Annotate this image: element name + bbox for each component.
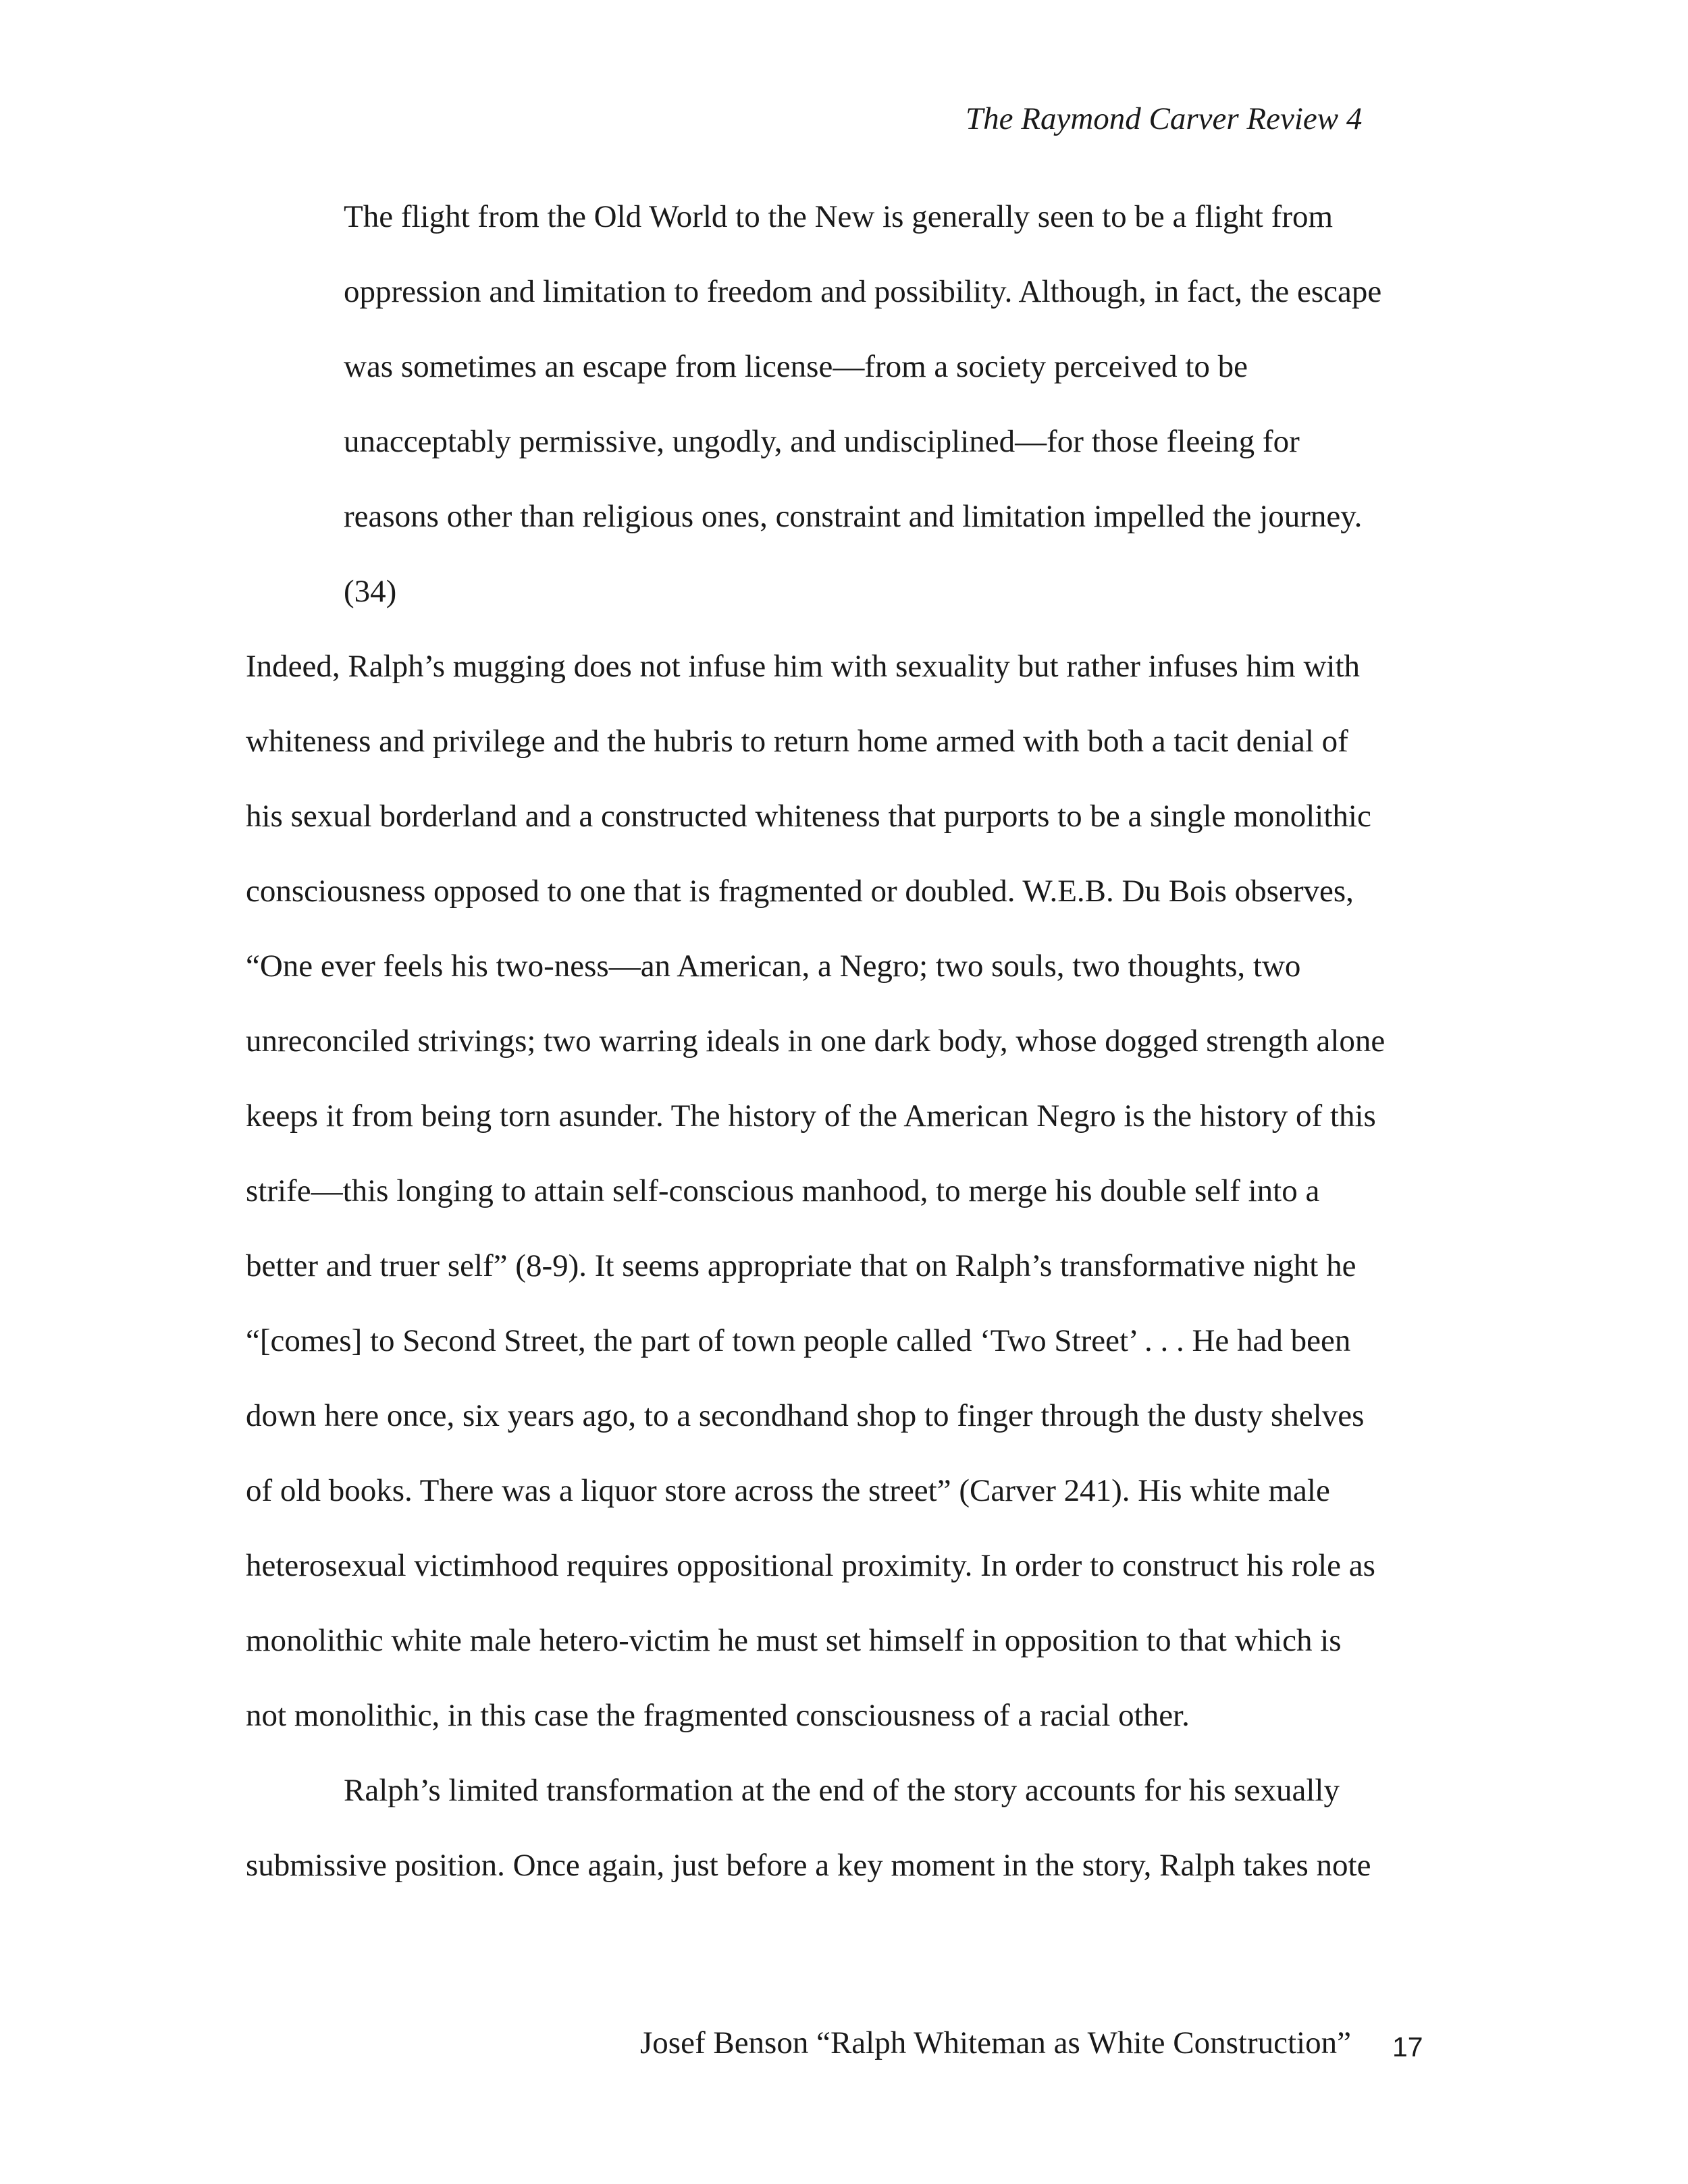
text-line: consciousness opposed to one that is fragmented or doubled. W.E.B. Du Bois observes, (246, 874, 1354, 909)
running-header: The Raymond Carver Review 4 (966, 101, 1363, 136)
text-line: “[comes] to Second Street, the part of town people called ‘Two Street’ . . . He had been (246, 1323, 1351, 1358)
text-line: keeps it from being torn asunder. The history of the American Negro is the history of this (246, 1098, 1376, 1134)
text-line: reasons other than religious ones, constraint and limitation impelled the journey. (344, 499, 1363, 534)
text-line: Ralph’s limited transformation at the end of the story accounts for his sexually (344, 1773, 1340, 1808)
page-number: 17 (1392, 2031, 1423, 2062)
text-line: The flight from the Old World to the New is generally seen to be a flight from (344, 199, 1334, 234)
text-line: his sexual borderland and a constructed whiteness that purports to be a single monolithic (246, 799, 1371, 834)
text-line: not monolithic, in this case the fragmented consciousness of a racial other. (246, 1698, 1190, 1733)
text-line: was sometimes an escape from license—from a society perceived to be (344, 349, 1248, 384)
footer-citation: Josef Benson “Ralph Whiteman as White Construction” (640, 2025, 1351, 2060)
text-line: submissive position. Once again, just before a key moment in the story, Ralph takes note (246, 1848, 1371, 1883)
text-line: strife—this longing to attain self-conscious manhood, to merge his double self into a (246, 1173, 1320, 1208)
text-line: down here once, six years ago, to a secondhand shop to finger through the dusty shelves (246, 1398, 1365, 1433)
text-line: oppression and limitation to freedom and possibility. Although, in fact, the escape (344, 274, 1382, 309)
text-line: “One ever feels his two-ness—an American, a Negro; two souls, two thoughts, two (246, 949, 1301, 984)
text-line: of old books. There was a liquor store across the street” (Carver 241). His white male (246, 1473, 1330, 1508)
citation-page-reference: (34) (344, 574, 397, 609)
text-line: unacceptably permissive, ungodly, and undisciplined—for those fleeing for (344, 424, 1300, 459)
text-line: Indeed, Ralph’s mugging does not infuse him with sexuality but rather infuses him with (246, 649, 1361, 684)
text-line: unreconciled strivings; two warring ideals in one dark body, whose dogged strength alone (246, 1023, 1386, 1059)
text-line: monolithic white male hetero-victim he must set himself in opposition to that which is (246, 1623, 1342, 1658)
text-line: better and truer self” (8-9). It seems appropriate that on Ralph’s transformative night he (246, 1248, 1356, 1283)
text-line: heterosexual victimhood requires oppositional proximity. In order to construct his role as (246, 1548, 1375, 1583)
text-line: whiteness and privilege and the hubris to return home armed with both a tacit denial of (246, 724, 1348, 759)
